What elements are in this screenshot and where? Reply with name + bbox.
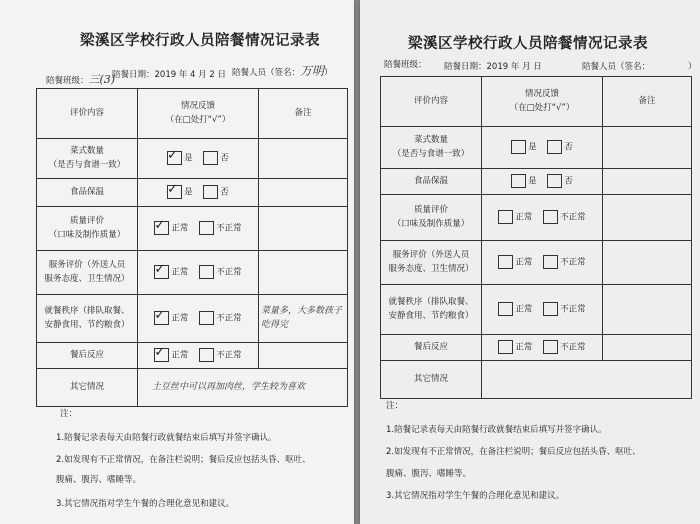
date-value: 2019 年 4 月 2 日	[154, 70, 226, 80]
row-remark	[259, 343, 348, 369]
checkbox[interactable]	[511, 174, 526, 188]
row-label-line: 安静食用、节约粮食）	[388, 310, 474, 321]
option-label: 正常	[171, 223, 189, 234]
option-label: 是	[184, 187, 193, 198]
option-label: 正常	[515, 257, 533, 268]
checkbox[interactable]	[203, 151, 218, 165]
option-label: 是	[528, 176, 537, 187]
row-options	[482, 169, 603, 195]
other-text: 土豆丝中可以再加肉丝，学生较为喜欢	[138, 369, 348, 407]
row-remark	[603, 169, 692, 195]
row-remark	[259, 251, 348, 295]
table-row	[37, 207, 348, 251]
table-row	[37, 343, 348, 369]
class-field	[384, 58, 427, 70]
row-remark	[603, 285, 692, 335]
option-label: 不正常	[560, 212, 586, 223]
row-options	[138, 295, 259, 343]
checkbox[interactable]	[543, 302, 558, 316]
class-label: 陪餐班级：	[46, 76, 89, 86]
checkbox[interactable]	[199, 221, 214, 235]
class-label: 陪餐班级：	[384, 60, 427, 70]
header-content-text: 评价内容	[69, 107, 104, 118]
checkbox-checked[interactable]	[154, 311, 169, 325]
note-item: 3.其它情况指对学生午餐的合理化意见和建议。	[56, 499, 235, 509]
row-label-line: 就餐秩序（排队取餐、	[44, 306, 130, 317]
note-item: 1.陪餐记录表每天由陪餐行政就餐结束后填写并签字确认。	[56, 433, 277, 443]
row-label-line: （是否与食谱一致）	[392, 148, 470, 159]
table-row	[37, 139, 348, 179]
date-field	[112, 68, 226, 80]
header-remark-text: 备注	[294, 107, 312, 118]
date-label: 陪餐日期：	[444, 62, 487, 72]
person-field	[582, 60, 697, 72]
row-remark	[603, 195, 692, 241]
row-label-line: 食品保温	[413, 175, 448, 186]
row-label	[381, 335, 482, 361]
row-options	[138, 207, 259, 251]
class-field	[46, 71, 115, 87]
option-label: 否	[220, 187, 229, 198]
checkbox-checked[interactable]	[154, 348, 169, 362]
checkbox[interactable]	[199, 348, 214, 362]
checkbox[interactable]	[547, 174, 562, 188]
header-feedback	[138, 89, 259, 139]
row-label	[37, 369, 138, 407]
row-label-line: 菜式数量	[69, 146, 104, 157]
header-content	[37, 89, 138, 139]
evaluation-table	[380, 76, 692, 399]
option-label: 不正常	[216, 267, 242, 278]
row-label-line: 食品保温	[69, 186, 104, 197]
option-label: 否	[564, 142, 573, 153]
other-text	[482, 361, 692, 399]
form-title: 梁溪区学校行政人员陪餐情况记录表	[80, 33, 320, 49]
checkbox[interactable]	[498, 255, 513, 269]
table-row	[37, 295, 348, 343]
row-label-line: 质量评价	[413, 205, 448, 216]
signature: 万明	[300, 64, 325, 78]
table-row	[381, 241, 692, 285]
checkbox[interactable]	[543, 210, 558, 224]
note-item: 腹痛、腹泻、嗜睡等。	[386, 469, 472, 479]
note-item: 3.其它情况指对学生午餐的合理化意见和建议。	[386, 491, 565, 501]
row-label-line: 服务评价（外送人员	[392, 250, 470, 261]
header-feedback-text: 情况反馈	[180, 101, 215, 112]
notes-heading: 注：	[60, 409, 78, 419]
row-label-line: 餐后反应	[413, 341, 448, 352]
row-options	[138, 139, 259, 179]
row-remark	[259, 139, 348, 179]
notes-heading: 注：	[386, 401, 404, 411]
table-row	[381, 335, 692, 361]
option-label: 正常	[171, 267, 189, 278]
note-item: 2.如发现有不正常情况，在备注栏说明；餐后反应包括头昏、呕吐、	[56, 455, 311, 465]
person-label-close: ）	[688, 62, 697, 72]
row-label	[37, 179, 138, 207]
row-label	[37, 343, 138, 369]
table-row	[37, 179, 348, 207]
row-label	[37, 207, 138, 251]
class-value: 三(3)	[88, 73, 116, 86]
person-field	[232, 62, 333, 79]
checkbox-checked[interactable]	[154, 265, 169, 279]
row-options	[482, 335, 603, 361]
checkbox[interactable]	[511, 140, 526, 154]
checkbox[interactable]	[547, 140, 562, 154]
row-remark	[603, 241, 692, 285]
option-label: 正常	[515, 212, 533, 223]
option-label: 正常	[515, 304, 533, 315]
row-remark	[603, 335, 692, 361]
order-remark: 菜量多，大多数孩子吃得完	[259, 295, 348, 343]
table-row	[381, 361, 692, 399]
header-remark	[603, 77, 692, 127]
option-label: 正常	[515, 342, 533, 353]
row-label-line: （口味及制作质量）	[392, 218, 470, 229]
option-label: 是	[184, 153, 193, 164]
right-form-page	[360, 0, 700, 524]
checkbox[interactable]	[543, 255, 558, 269]
table-row	[381, 169, 692, 195]
row-options	[482, 285, 603, 335]
row-label	[381, 285, 482, 335]
row-label-line: （是否与食谱一致）	[48, 159, 126, 170]
row-label-line: 餐后反应	[69, 349, 104, 360]
row-options	[138, 179, 259, 207]
row-label-line: 服务态度、卫生情况）	[388, 263, 474, 274]
option-label: 正常	[171, 350, 189, 361]
option-label: 是	[528, 142, 537, 153]
row-label-line: 就餐秩序（排队取餐、	[388, 297, 474, 308]
row-label	[381, 127, 482, 169]
option-label: 不正常	[216, 223, 242, 234]
form-title: 梁溪区学校行政人员陪餐情况记录表	[408, 36, 648, 52]
table-row	[37, 251, 348, 295]
table-row	[381, 127, 692, 169]
option-label: 否	[220, 153, 229, 164]
date-field	[444, 60, 542, 72]
row-label-line: 其它情况	[413, 373, 448, 384]
option-label: 正常	[171, 313, 189, 324]
row-options	[482, 127, 603, 169]
checkbox[interactable]	[498, 302, 513, 316]
row-label	[381, 195, 482, 241]
option-label: 否	[564, 176, 573, 187]
row-remark	[259, 207, 348, 251]
checkbox-checked[interactable]	[154, 221, 169, 235]
option-label: 不正常	[560, 342, 586, 353]
person-label: 陪餐人员（签名：	[232, 68, 301, 78]
header-feedback	[482, 77, 603, 127]
checkbox[interactable]	[498, 210, 513, 224]
row-label	[37, 139, 138, 179]
header-content-text: 评价内容	[413, 95, 448, 106]
row-options	[138, 343, 259, 369]
row-label-line: 安静食用、节约粮食）	[44, 319, 130, 330]
table-row	[381, 285, 692, 335]
row-label	[381, 169, 482, 195]
header-feedback-note: （在□处打“√”）	[509, 102, 575, 113]
header-remark-text: 备注	[638, 95, 656, 106]
header-feedback-text: 情况反馈	[524, 89, 559, 100]
checkbox-checked[interactable]	[167, 185, 182, 199]
checkbox-checked[interactable]	[167, 151, 182, 165]
person-label-close: ）	[324, 68, 333, 78]
row-label-line: 菜式数量	[413, 135, 448, 146]
option-label: 不正常	[216, 313, 242, 324]
header-content	[381, 77, 482, 127]
row-options	[482, 195, 603, 241]
row-label-line: 其它情况	[69, 381, 104, 392]
note-item: 腹痛、腹泻、嗜睡等。	[56, 475, 142, 485]
header-feedback-note: （在□处打“√”）	[165, 114, 231, 125]
row-remark	[259, 179, 348, 207]
note-item: 2.如发现有不正常情况，在备注栏说明；餐后反应包括头昏、呕吐、	[386, 447, 641, 457]
row-label	[381, 361, 482, 399]
checkbox[interactable]	[498, 340, 513, 354]
header-remark	[259, 89, 348, 139]
option-label: 不正常	[560, 257, 586, 268]
checkbox[interactable]	[203, 185, 218, 199]
date-value: 2019 年 月 日	[486, 62, 542, 72]
row-label-line: 服务态度、卫生情况）	[44, 273, 130, 284]
row-label-line: 质量评价	[69, 216, 104, 227]
checkbox[interactable]	[199, 311, 214, 325]
table-row	[381, 195, 692, 241]
row-label	[37, 295, 138, 343]
row-label-line: （口味及制作质量）	[48, 229, 126, 240]
row-remark	[603, 127, 692, 169]
checkbox[interactable]	[543, 340, 558, 354]
checkbox[interactable]	[199, 265, 214, 279]
table-row	[37, 369, 348, 407]
row-label	[381, 241, 482, 285]
option-label: 不正常	[560, 304, 586, 315]
date-label: 陪餐日期：	[112, 70, 155, 80]
evaluation-table	[36, 88, 348, 407]
option-label: 不正常	[216, 350, 242, 361]
row-options	[138, 251, 259, 295]
row-options	[482, 241, 603, 285]
note-item: 1.陪餐记录表每天由陪餐行政就餐结束后填写并签字确认。	[386, 425, 607, 435]
row-label-line: 服务评价（外送人员	[48, 260, 126, 271]
row-label	[37, 251, 138, 295]
person-label: 陪餐人员（签名：	[582, 62, 651, 72]
